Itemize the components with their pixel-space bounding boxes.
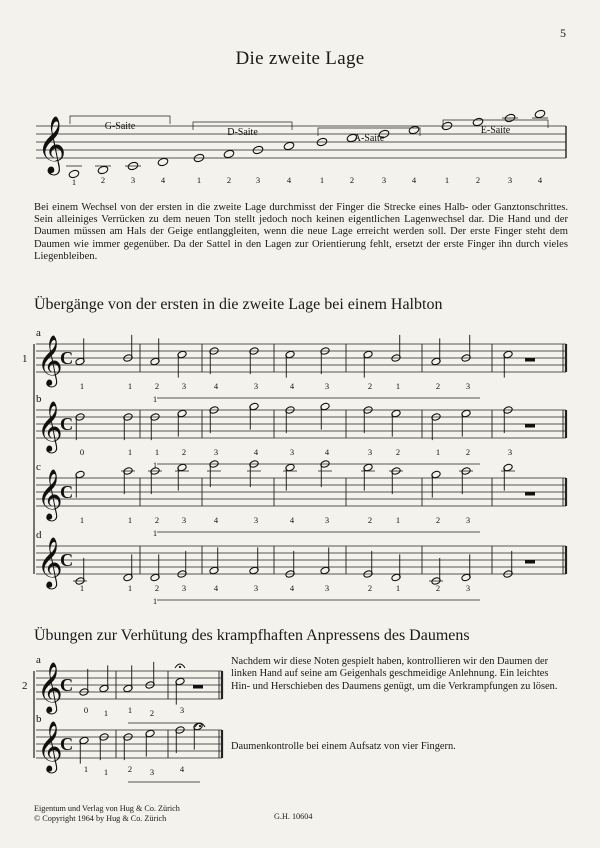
page-number: 5 xyxy=(560,26,566,40)
whole-rest xyxy=(525,358,535,362)
finger-number: 2 xyxy=(127,764,133,774)
hold-finger: 1 xyxy=(152,460,158,470)
finger-number: 2 xyxy=(367,515,373,525)
finger-number: 1 xyxy=(444,175,450,185)
finger-number: 2 xyxy=(100,175,106,185)
finger-number: 2 xyxy=(435,515,441,525)
exercise-2-staves xyxy=(22,654,222,782)
treble-clef: 𝄞 xyxy=(37,337,63,385)
finger-number: 1 xyxy=(395,515,401,525)
finger-number: 2 xyxy=(367,583,373,593)
finger-number: 3 xyxy=(130,175,136,185)
treble-clef: 𝄞 xyxy=(37,403,63,451)
thumb-control-note: Daumenkontrolle bei einem Aufsatz von vier Fingern. xyxy=(231,741,456,752)
finger-number: 2 xyxy=(367,381,373,391)
finger-number: 3 xyxy=(253,515,259,525)
string-label: A-Saite xyxy=(353,133,385,144)
scale-staff xyxy=(36,109,566,187)
finger-number: 3 xyxy=(324,381,330,391)
treble-clef: 𝄞 xyxy=(37,117,67,172)
treble-clef: 𝄞 xyxy=(37,539,63,587)
whole-note xyxy=(534,109,546,119)
finger-number: 2 xyxy=(475,175,481,185)
finger-number: 1 xyxy=(79,381,85,391)
common-time: C xyxy=(60,734,74,754)
finger-number: 3 xyxy=(465,583,471,593)
common-time: C xyxy=(60,348,74,368)
finger-number: 2 xyxy=(465,447,471,457)
finger-number: 3 xyxy=(324,515,330,525)
whole-note xyxy=(223,149,235,159)
finger-number: 4 xyxy=(411,175,417,185)
whole-rest xyxy=(525,560,535,564)
finger-number: 3 xyxy=(213,447,219,457)
finger-number: 2 xyxy=(149,708,155,718)
finger-number: 1 xyxy=(103,767,109,777)
finger-number: 1 xyxy=(71,177,77,187)
finger-number: 3 xyxy=(179,705,185,715)
whole-note xyxy=(283,141,295,151)
finger-number: 1 xyxy=(127,705,133,715)
finger-number: 1 xyxy=(435,447,441,457)
finger-number: 2 xyxy=(395,447,401,457)
finger-number: 2 xyxy=(435,583,441,593)
finger-number: 3 xyxy=(324,583,330,593)
finger-number: 2 xyxy=(435,381,441,391)
finger-number: 3 xyxy=(181,583,187,593)
thumb-note: Nachdem wir diese Noten gespielt haben, kontrollieren wir den Daumen der linken Hand auf seine am Geigenhals geschmeidige Anlehnung. Ein leichtes Hin- und Herschieben des Daumens genügt, um die Verkrampfungen zu lösen. xyxy=(231,656,558,692)
hold-finger: 1 xyxy=(152,528,158,538)
finger-number: 1 xyxy=(79,583,85,593)
treble-clef: 𝄞 xyxy=(37,723,63,771)
whole-note xyxy=(157,157,169,167)
finger-number: 3 xyxy=(255,175,261,185)
finger-number: 4 xyxy=(160,175,166,185)
finger-number: 3 xyxy=(253,381,259,391)
exercise-1-staves xyxy=(22,327,566,606)
string-label: E-Saite xyxy=(480,125,511,136)
finger-number: 1 xyxy=(127,583,133,593)
finger-number: 1 xyxy=(127,447,133,457)
finger-number: 1 xyxy=(395,381,401,391)
finger-number: 1 xyxy=(79,515,85,525)
row-label: a xyxy=(36,327,41,339)
finger-number: 3 xyxy=(507,175,513,185)
row-label: b xyxy=(36,393,42,405)
whole-rest xyxy=(525,424,535,428)
section-heading-1: Übergänge von der ersten in die zweite Lage bei einem Halbton xyxy=(34,296,443,313)
finger-number: 4 xyxy=(213,515,219,525)
finger-number: 3 xyxy=(181,381,187,391)
finger-number: 1 xyxy=(395,583,401,593)
finger-number: 3 xyxy=(289,447,295,457)
finger-number: 4 xyxy=(213,583,219,593)
finger-number: 3 xyxy=(181,515,187,525)
whole-rest xyxy=(193,685,203,689)
fermata-dot xyxy=(199,725,201,727)
publisher-info xyxy=(34,804,180,824)
exercise-number: 1 xyxy=(22,353,28,365)
finger-number: 4 xyxy=(286,175,292,185)
finger-number: 1 xyxy=(196,175,202,185)
finger-number: 3 xyxy=(367,447,373,457)
finger-number: 1 xyxy=(154,447,160,457)
finger-number: 1 xyxy=(127,515,133,525)
finger-number: 4 xyxy=(179,764,185,774)
finger-number: 2 xyxy=(181,447,187,457)
finger-number: 1 xyxy=(127,381,133,391)
intro-paragraph: Bei einem Wechsel von der ersten in die zweite Lage durchmisst der Finger die Strecke eines Halb- oder Ganztonschrittes. Sein alleiniges Verrücken zu dem neuen Ton stellt jedoch noch keinen eigentlichen Lagenwechsel dar. Die Hand und der Daumen müssen am Hals der Geige entlanggleiten, wenn die neue Lage erreicht werden soll. Der erste Finger steht dem Daumen wie immer gegenüber. Da der Sattel in den Lagen zur Orientierung fehlt, ersetzt der erste Finger ihn durch vieles Liegenbleiben. xyxy=(34,202,568,262)
row-label: b xyxy=(36,713,42,725)
finger-number: 4 xyxy=(289,515,295,525)
publisher-line: Eigentum und Verlag von Hug & Co. Zürich xyxy=(34,804,180,813)
row-label: a xyxy=(36,654,41,666)
whole-note xyxy=(408,125,420,135)
common-time: C xyxy=(60,550,74,570)
row-label: c xyxy=(36,461,41,473)
finger-number: 4 xyxy=(537,175,543,185)
finger-number: 3 xyxy=(465,381,471,391)
finger-number: 1 xyxy=(103,708,109,718)
finger-number: 3 xyxy=(253,583,259,593)
finger-number: 3 xyxy=(465,515,471,525)
finger-number: 4 xyxy=(213,381,219,391)
copyright-line: © Copyright 1964 by Hug & Co. Zürich xyxy=(34,814,167,823)
common-time: C xyxy=(60,414,74,434)
hold-finger: 1 xyxy=(152,394,158,404)
common-time: C xyxy=(60,482,74,502)
string-label: G-Saite xyxy=(104,121,136,132)
section-heading-2: Übungen zur Verhütung des krampfhaften Anpressens des Daumens xyxy=(34,627,470,644)
whole-rest xyxy=(525,492,535,496)
treble-clef: 𝄞 xyxy=(37,471,63,519)
common-time: C xyxy=(60,675,74,695)
finger-number: 4 xyxy=(253,447,259,457)
page-title: Die zweite Lage xyxy=(235,48,365,69)
treble-clef: 𝄞 xyxy=(37,664,63,712)
finger-number: 2 xyxy=(154,515,160,525)
string-label: D-Saite xyxy=(227,127,258,138)
finger-number: 2 xyxy=(349,175,355,185)
finger-number: 1 xyxy=(319,175,325,185)
row-label: d xyxy=(36,529,42,541)
finger-number: 3 xyxy=(381,175,387,185)
exercise-number: 2 xyxy=(22,680,28,692)
finger-number: 2 xyxy=(154,583,160,593)
hold-finger: 1 xyxy=(152,596,158,606)
finger-number: 0 xyxy=(79,447,85,457)
finger-number: 2 xyxy=(154,381,160,391)
finger-number: 2 xyxy=(226,175,232,185)
whole-note xyxy=(97,165,109,175)
finger-number: 4 xyxy=(289,583,295,593)
finger-number: 3 xyxy=(149,767,155,777)
fermata-dot xyxy=(179,666,181,668)
finger-number: 4 xyxy=(289,381,295,391)
finger-number: 1 xyxy=(83,764,89,774)
finger-number: 0 xyxy=(83,705,89,715)
catalog-code: G.H. 10604 xyxy=(274,812,313,821)
finger-number: 3 xyxy=(507,447,513,457)
finger-number: 4 xyxy=(324,447,330,457)
